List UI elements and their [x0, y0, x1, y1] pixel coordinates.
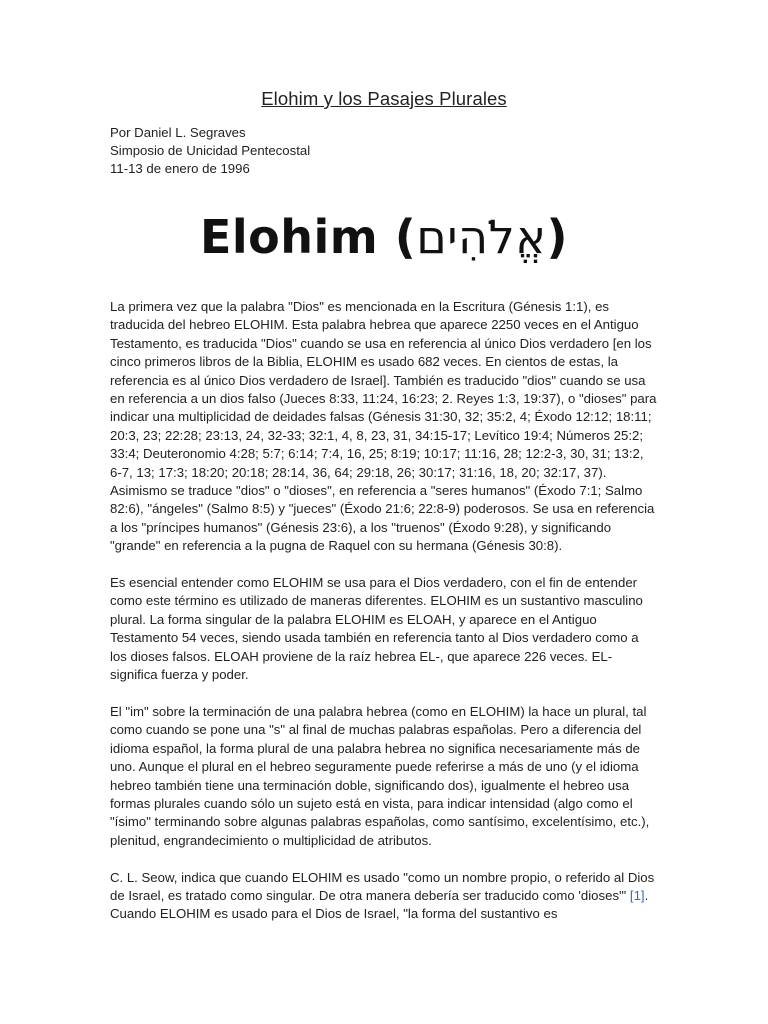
- paragraph-1: La primera vez que la palabra "Dios" es mencionada en la Escritura (Génesis 1:1), es traducida del hebreo ELOHIM. Esta palabra hebrea que aparece 2250 veces en el Antiguo Testamento, es traducida "Dios" cuando se usa en referencia al único Dios verdadero [en los cinco primeros libros de la Biblia, ELOHIM es usado 682 veces. En cientos de estas, la referencia es al único Dios verdadero de Israel]. También es traducido "dios" cuando se usa en referencia a un dios falso (Jueces 8:33, 11:24, 16:23; 2. Reyes 1:3, 19:37), o "dioses" para indicar una multiplicidad de deidades falsas (Génesis 31:30, 32; 35:2, 4; Éxodo 12:12; 18:11; 20:3, 23; 22:28; 23:13, 24, 32-33; 32:1, 4, 8, 23, 31, 34:15-17; Levítico 19:4; Números 25:2; 33:4; Deuteronomio 4:28; 5:7; 6:14; 7:4, 16, 25; 8:19; 10:17; 11:16, 28; 12:2-3, 30, 31; 13:2, 6-7, 13; 17:3; 18:20; 20:18; 28:14, 36, 64; 29:18, 26; 30:17; 31:16, 18, 20; 32:17, 37). Asimismo se traduce "dios" o "dioses", en referencia a "seres humanos" (Éxodo 7:1; Salmo 82:6), "ángeles" (Salmo 8:5) y "jueces" (Éxodo 21:6; 22:8-9) poderosos. Se usa en referencia a los "príncipes humanos" (Génesis 23:6), a los "truenos" (Éxodo 9:28), y significando "grande" en referencia a la pugna de Raquel con su hermana (Génesis 30:8).: [110, 299, 657, 554]
- elohim-banner-image: [110, 210, 658, 264]
- paragraph-4-text-a: C. L. Seow, indica que cuando ELOHIM es usado "como un nombre propio, o referido al Dios de Israel, es tratado como singular. De otra manera debería ser traducido como 'dioses'": [110, 869, 655, 903]
- event-line: Simposio de Unicidad Pentecostal: [110, 143, 311, 158]
- document-meta: [110, 124, 658, 178]
- author-line: Por Daniel L. Segraves: [110, 125, 246, 140]
- paragraph-2: Es esencial entender como ELOHIM se usa para el Dios verdadero, con el fin de entender como este término es utilizado de maneras diferentes. ELOHIM es un sustantivo masculino plural. La forma singular de la palabra ELOHIM es ELOAH, y aparece en el Antiguo Testamento 54 veces, siendo usada también en referencia tanto al Dios verdadero como a los dioses falsos. ELOAH proviene de la raíz hebrea EL-, que aparece 226 veces. EL- significa fuerza y poder.: [110, 575, 643, 683]
- footnote-link-1[interactable]: [1]: [629, 887, 645, 903]
- paragraph-4-text-b: . Cuando ELOHIM es usado para el Dios de Israel, "la forma del sustantivo es: [110, 887, 649, 922]
- banner-close-paren: ): [546, 210, 569, 264]
- paragraph-4: [110, 869, 658, 924]
- banner-hebrew: אֱלֹהִים: [416, 210, 547, 264]
- banner-open-paren: (: [394, 210, 417, 264]
- article-body: [110, 298, 658, 924]
- document-title: Elohim y los Pasajes Plurales: [261, 88, 507, 109]
- document-page: [110, 88, 658, 942]
- paragraph-3: El "im" sobre la terminación de una palabra hebrea (como en ELOHIM) la hace un plural, tal como cuando se pone una "s" al final de muchas palabras españolas. Pero a diferencia del idioma español, la forma plural de una palabra hebrea no significa necesariamente más de uno. Aunque el plural en el hebreo seguramente puede referirse a más de uno (y el idioma hebreo también tiene una terminación doble, significando dos), igualmente el hebreo usa formas plurales cuando sólo un sujeto está en vista, para indicar intensidad (algo como el "ísimo" terminando sobre algunas palabras españolas, como santísimo, excelentísimo, etc.), plenitud, engrandecimiento o multiplicidad de atributos.: [110, 703, 650, 848]
- banner-word: Elohim: [199, 210, 379, 264]
- date-line: 11-13 de enero de 1996: [110, 161, 250, 176]
